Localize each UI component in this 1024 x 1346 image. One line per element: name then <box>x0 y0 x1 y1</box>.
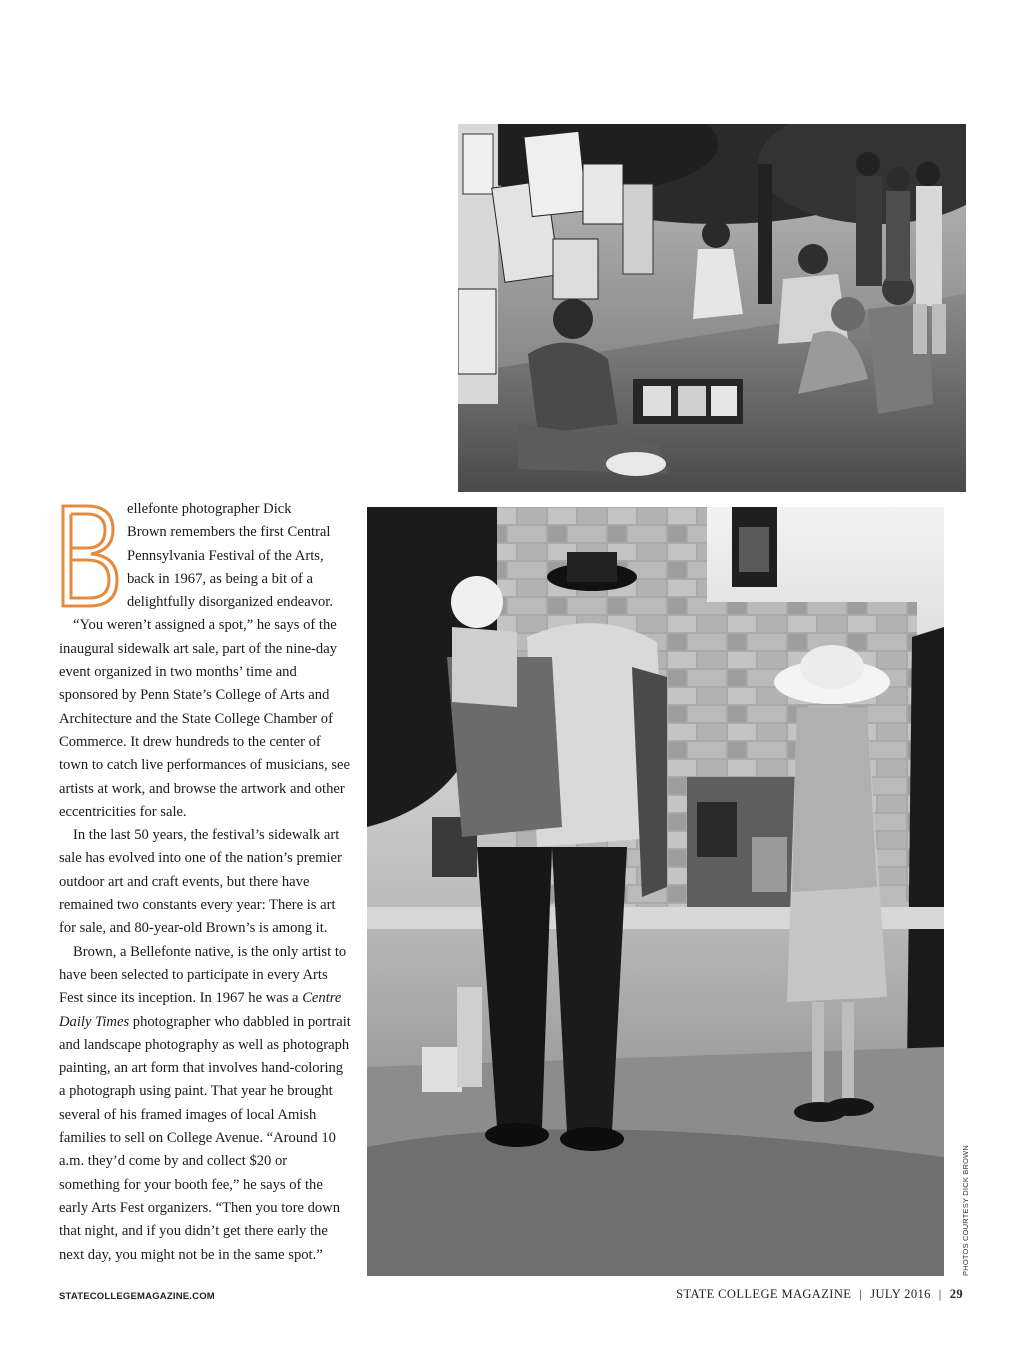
paragraph: In the last 50 years, the festival’s sidewalk art sale has evolved into one of the nation’s premier outdoor art and craft events, but there have remained two constants every year: There is art for sale, and 80-year-old Brown’s is among it. <box>59 827 342 937</box>
footer-issue-date: JULY 2016 <box>870 1287 931 1301</box>
street-art-sale-icon <box>458 124 966 492</box>
drop-cap-letter: B <box>88 562 90 563</box>
article-body <box>59 498 351 1267</box>
lead-line: Brown remembers the first Central <box>127 524 331 541</box>
paragraph-text: photographer who dabbled in portrait and landscape photography as well as photograph painting, an art form that involves hand-coloring a photograph using paint. That year he brought several of his framed images of local Amish families to sell on College Avenue. “Around 10 a.m. they’d come by and collect $20 or something for your booth fee,” he says of the early Arts Fest organizers. “Then you tore down that night, and if you didn’t get there early the next day, you might not be in the same spot.” <box>59 1013 351 1263</box>
page-number: 29 <box>949 1287 963 1301</box>
photo-credit: PHOTOS COURTESY DICK BROWN <box>961 1144 970 1276</box>
lead-line: delightfully disorganized endeavor. <box>127 594 334 611</box>
paragraph-text: Brown, a Bellefonte native, is the only artist to have been selected to participate in every Arts Fest since its inception. In 1967 he was a <box>59 943 347 1007</box>
lead-line: ellefonte photographer Dick <box>127 501 292 517</box>
footer-separator: | <box>938 1287 942 1301</box>
footer-website: STATECOLLEGEMAGAZINE.COM <box>59 1291 215 1302</box>
visitors-browsing-art-icon <box>367 507 944 1276</box>
footer-magazine-name: STATE COLLEGE MAGAZINE <box>676 1287 852 1301</box>
photo-street-art-sale <box>458 124 966 492</box>
footer-folio <box>676 1287 963 1302</box>
drop-cap-b-icon <box>57 502 121 612</box>
lead-line: back in 1967, as being a bit of a <box>127 570 314 587</box>
lead-line: Pennsylvania Festival of the Arts, <box>127 547 324 564</box>
paragraph: “You weren’t assigned a spot,” he says of the inaugural sidewalk art sale, part of the nine-day event organized in two months’ time and sponsored by Penn State’s College of Arts and Architecture and the State College Chamber of Commerce. It drew hundreds to the center of town to catch live performances of musicians, see artists at work, and browse the artwork and other eccentricities for sale. <box>59 617 350 820</box>
photo-visitors-browsing-art <box>367 507 944 1276</box>
paragraph <box>59 941 351 1267</box>
footer-separator: | <box>859 1287 863 1301</box>
publication-name: Centre Daily Times <box>59 990 342 1030</box>
